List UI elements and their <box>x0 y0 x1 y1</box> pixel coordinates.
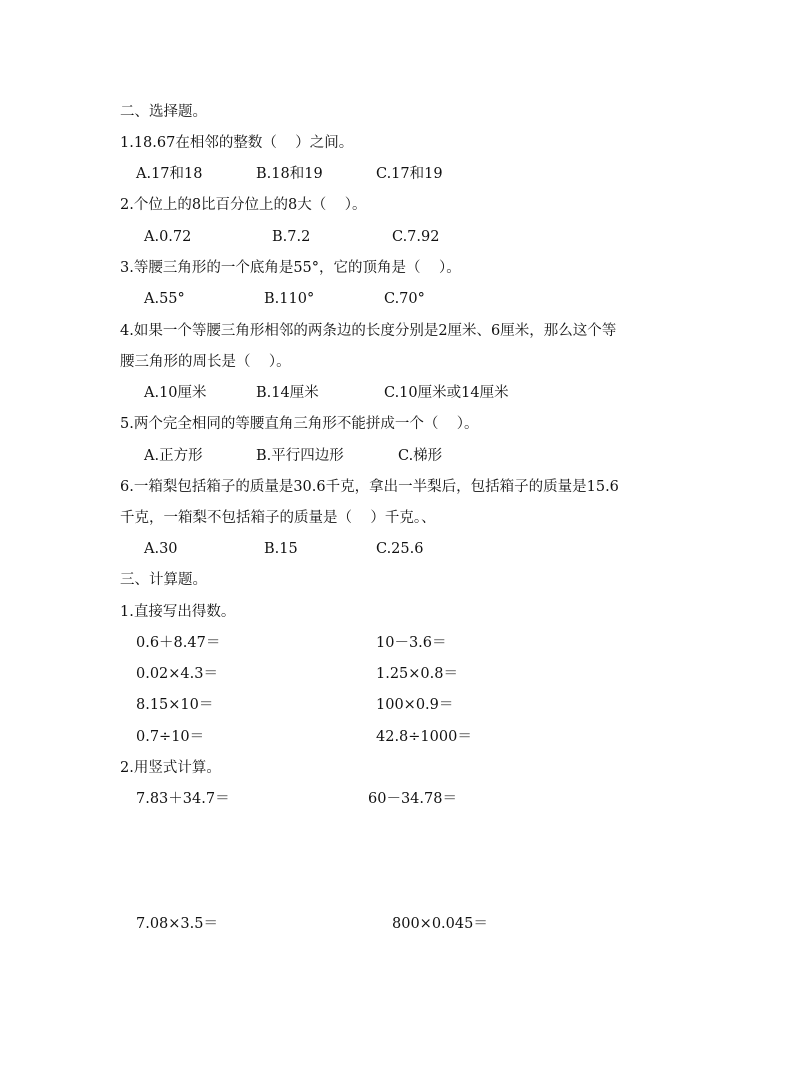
question-1: 1.18.67在相邻的整数（ ）之间。 <box>120 135 354 151</box>
q2-option-b: B.7.2 <box>272 229 311 245</box>
q2-option-a: A.0.72 <box>144 229 192 245</box>
oral-calc-item: 8.15×10＝ <box>136 697 214 713</box>
section-heading-choice: 二、选择题。 <box>120 104 207 120</box>
calc-q2-title: 2.用竖式计算。 <box>120 760 221 776</box>
q1-option-c: C.17和19 <box>376 166 443 182</box>
question-4-line2: 腰三角形的周长是（ ）。 <box>120 354 291 370</box>
q6-option-c: C.25.6 <box>376 541 424 557</box>
q2-option-c: C.7.92 <box>392 229 440 245</box>
vertical-calc-item: 7.83＋34.7＝ <box>136 791 230 807</box>
question-2: 2.个位上的8比百分位上的8大（ ）。 <box>120 197 367 213</box>
q3-option-c: C.70° <box>384 291 425 307</box>
question-6-line2: 千克，一箱梨不包括箱子的质量是（ ）千克。、 <box>120 510 436 526</box>
q4-option-b: B.14厘米 <box>256 385 319 401</box>
vertical-calc-item: 800×0.045＝ <box>392 916 488 932</box>
q1-option-b: B.18和19 <box>256 166 323 182</box>
calc-q1-title: 1.直接写出得数。 <box>120 604 236 620</box>
oral-calc-item: 0.02×4.3＝ <box>136 666 218 682</box>
q5-option-c: C.梯形 <box>398 448 443 464</box>
section-heading-calc: 三、计算题。 <box>120 572 207 588</box>
oral-calc-item: 0.7÷10＝ <box>136 729 205 745</box>
oral-calc-item: 0.6＋8.47＝ <box>136 635 221 651</box>
question-3: 3.等腰三角形的一个底角是55°，它的顶角是（ ）。 <box>120 260 461 276</box>
q5-option-b: B.平行四边形 <box>256 448 344 464</box>
oral-calc-item: 10－3.6＝ <box>376 635 447 651</box>
vertical-calc-item: 60－34.78＝ <box>368 791 457 807</box>
q4-option-c: C.10厘米或14厘米 <box>384 385 509 401</box>
oral-calc-item: 42.8÷1000＝ <box>376 729 472 745</box>
q3-option-b: B.110° <box>264 291 315 307</box>
q1-option-a: A.17和18 <box>136 166 203 182</box>
q5-option-a: A.正方形 <box>144 448 203 464</box>
q3-option-a: A.55° <box>144 291 185 307</box>
vertical-calc-item: 7.08×3.5＝ <box>136 916 218 932</box>
q6-option-a: A.30 <box>144 541 178 557</box>
q4-option-a: A.10厘米 <box>144 385 207 401</box>
question-6-line1: 6.一箱梨包括箱子的质量是30.6千克，拿出一半梨后，包括箱子的质量是15.6 <box>120 479 619 495</box>
q6-option-b: B.15 <box>264 541 298 557</box>
oral-calc-item: 1.25×0.8＝ <box>376 666 458 682</box>
oral-calc-item: 100×0.9＝ <box>376 697 454 713</box>
question-4-line1: 4.如果一个等腰三角形相邻的两条边的长度分别是2厘米、6厘米，那么这个等 <box>120 323 617 339</box>
question-5: 5.两个完全相同的等腰直角三角形不能拼成一个（ ）。 <box>120 416 479 432</box>
